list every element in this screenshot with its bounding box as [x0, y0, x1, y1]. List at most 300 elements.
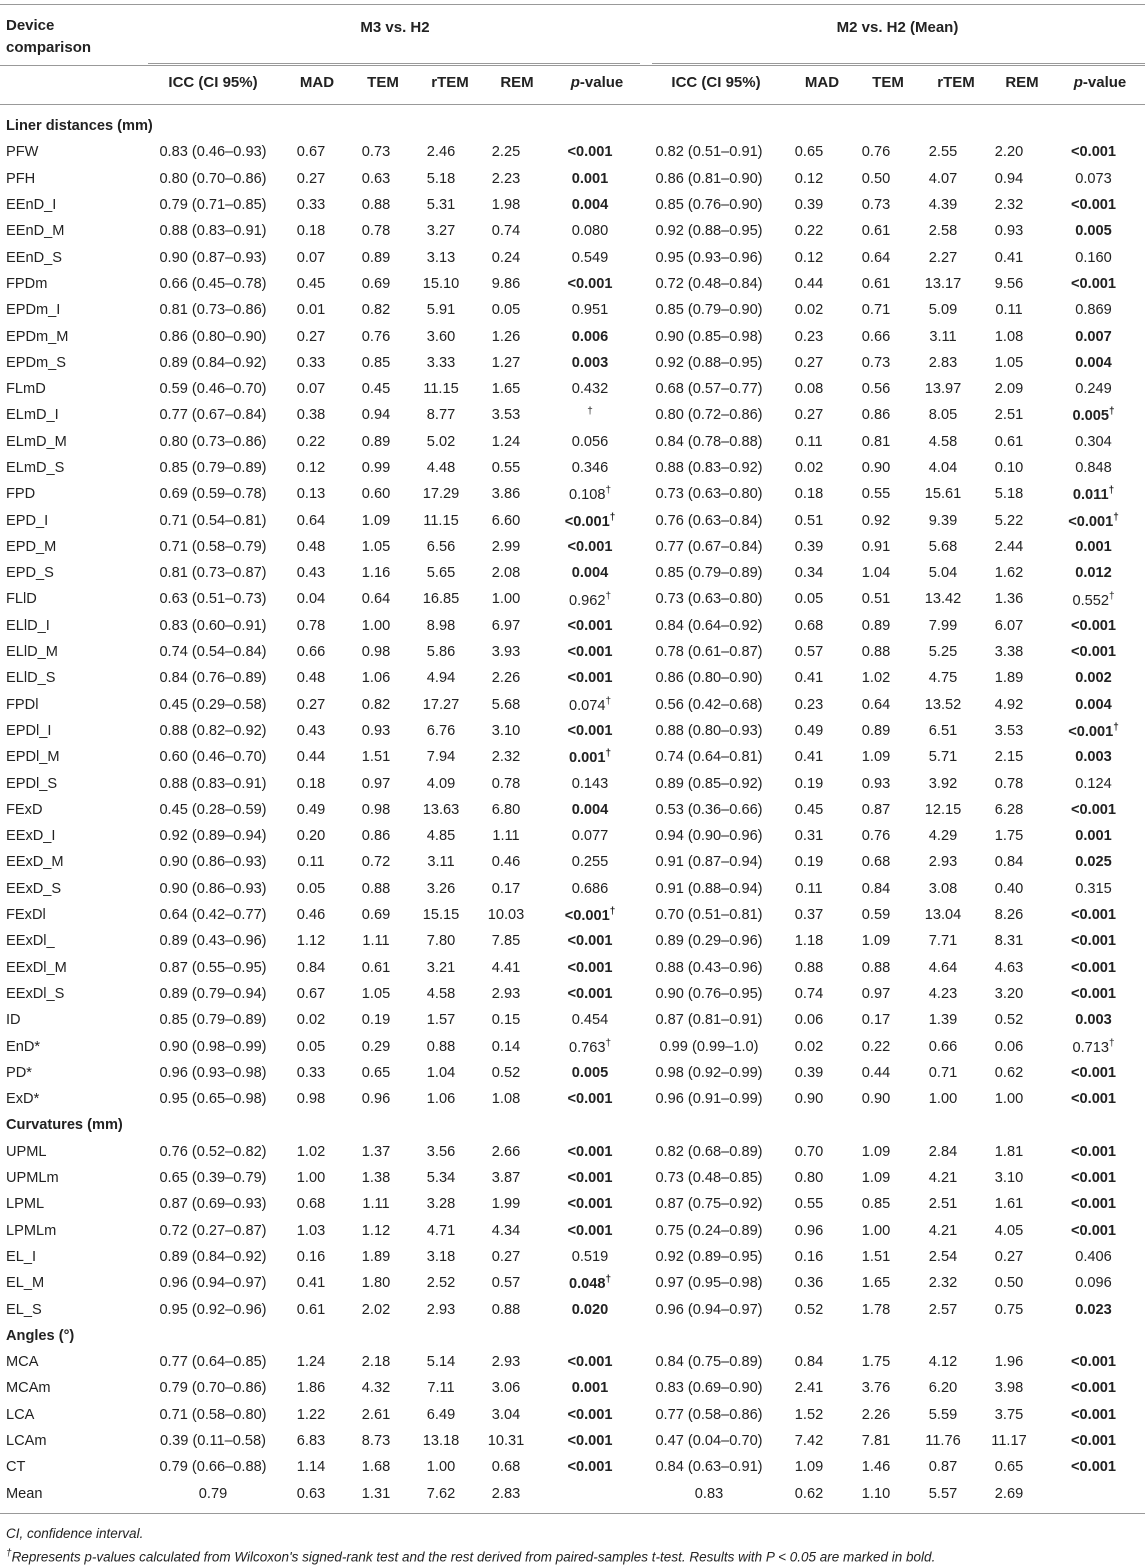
- table-cell: †: [587, 406, 593, 418]
- table-row: [0, 849, 1145, 875]
- table-cell: 0.66: [928, 1038, 958, 1055]
- table-cell: 0.89 (0.84–0.92): [159, 1248, 267, 1265]
- table-cell: 0.73: [861, 197, 891, 214]
- table-cell: 1.62: [994, 565, 1024, 582]
- table-cell: 0.78: [296, 617, 326, 634]
- table-cell: 0.43: [296, 565, 326, 582]
- table-row: [0, 139, 1145, 165]
- table-cell: 4.64: [928, 959, 958, 976]
- table-cell: 7.94: [426, 749, 456, 766]
- table-cell: [1042, 1480, 1145, 1506]
- table-cell: 0.55: [861, 486, 891, 503]
- row-label: ELmD_M: [6, 433, 67, 450]
- table-cell: 5.31: [426, 197, 456, 214]
- table-cell: 15.61: [924, 486, 962, 503]
- table-cell: 0.90: [861, 1091, 891, 1108]
- table-cell: 0.519: [571, 1248, 609, 1265]
- table-cell: 0.44: [794, 275, 824, 292]
- table-cell: 1.96: [994, 1354, 1024, 1371]
- table-cell: 0.02: [794, 1038, 824, 1055]
- table-cell: 0.86: [861, 407, 891, 424]
- table-cell: 3.10: [994, 1170, 1024, 1187]
- table-cell: 5.22: [994, 512, 1024, 529]
- table-row: [0, 376, 1145, 402]
- section-header-row: [0, 1323, 1145, 1349]
- table-cell: <0.001: [1071, 1064, 1117, 1081]
- table-cell: 0.89: [361, 433, 391, 450]
- table-cell: 0.69: [361, 275, 391, 292]
- table-cell: 0.95 (0.92–0.96): [159, 1301, 267, 1318]
- table-cell: <0.001: [567, 1143, 613, 1160]
- table-cell: 0.76 (0.52–0.82): [159, 1143, 267, 1160]
- table-cell: 1.02: [296, 1143, 326, 1160]
- table-cell: 11.17: [991, 1432, 1027, 1449]
- table-row: [0, 1270, 1145, 1296]
- table-cell: 3.60: [426, 328, 456, 345]
- table-cell: 0.40: [994, 880, 1024, 897]
- table-cell: 0.95 (0.93–0.96): [655, 249, 763, 266]
- table-cell: 0.65: [994, 1459, 1024, 1476]
- table-cell: 1.11: [492, 828, 520, 845]
- footnote-dagger: [6, 1548, 935, 1565]
- row-label: EPDl_I: [6, 722, 52, 739]
- table-cell: 5.18: [994, 486, 1024, 503]
- table-cell: 0.71 (0.58–0.79): [159, 538, 267, 555]
- row-label: MCA: [6, 1354, 39, 1371]
- table-cell: 0.79 (0.66–0.88): [159, 1459, 267, 1476]
- footnote-ci: CI, confidence interval.: [6, 1526, 144, 1541]
- table-cell: 1.00: [426, 1459, 456, 1476]
- table-cell: 0.72: [361, 854, 391, 871]
- table-cell: 0.83 (0.46–0.93): [159, 144, 267, 161]
- table-cell: 2.41: [794, 1380, 824, 1397]
- table-cell: 0.68: [491, 1459, 521, 1476]
- table-row: [0, 166, 1145, 192]
- table-cell: 1.00: [361, 617, 391, 634]
- table-cell: 0.27: [296, 696, 326, 713]
- table-cell: 0.62: [994, 1064, 1024, 1081]
- table-cell: 1.37: [361, 1143, 391, 1160]
- table-cell: 4.58: [928, 433, 958, 450]
- table-cell: 13.18: [422, 1432, 460, 1449]
- table-cell: 6.07: [994, 617, 1024, 634]
- table-cell: 1.51: [861, 1248, 891, 1265]
- table-cell: 0.49: [296, 801, 326, 818]
- table-cell: 0.63 (0.51–0.73): [159, 591, 267, 608]
- column-header-g1-0: ICC (CI 95%): [168, 74, 258, 91]
- table-cell: 0.006: [571, 328, 609, 345]
- table-cell: 0.41: [794, 749, 824, 766]
- table-cell: 0.025: [1075, 854, 1112, 871]
- table-row: [0, 402, 1145, 428]
- section-title: Curvatures (mm): [6, 1117, 123, 1134]
- table-cell: 0.06: [994, 1038, 1024, 1055]
- table-cell: 0.951: [571, 302, 609, 319]
- table-cell: 0.108†: [568, 485, 612, 504]
- device-comparison-heading: Device comparison: [6, 17, 92, 56]
- table-cell: 1.26: [491, 328, 521, 345]
- table-cell: 0.92 (0.88–0.95): [655, 223, 763, 240]
- table-cell: 0.89 (0.85–0.92): [655, 775, 763, 792]
- table-cell: 0.92: [861, 512, 891, 529]
- row-label: ID: [6, 1012, 21, 1029]
- table-cell: 3.04: [491, 1406, 521, 1423]
- table-cell: 0.98: [361, 644, 391, 661]
- row-label: EPD_M: [6, 538, 57, 555]
- table-cell: 0.95 (0.65–0.98): [159, 1091, 267, 1108]
- column-header-g2-0: ICC (CI 95%): [671, 74, 761, 91]
- table-cell: 0.16: [296, 1248, 326, 1265]
- table-cell: 0.12: [794, 170, 824, 187]
- table-cell: 0.79: [198, 1485, 228, 1502]
- table-cell: 0.22: [296, 433, 326, 450]
- table-cell: <0.001: [567, 1354, 613, 1371]
- table-cell: 1.09: [361, 512, 391, 529]
- table-cell: 0.45: [296, 275, 326, 292]
- table-cell: 7.80: [426, 933, 456, 950]
- table-row: [0, 271, 1145, 297]
- table-cell: 0.85 (0.76–0.90): [655, 197, 763, 214]
- table-cell: 0.52: [794, 1301, 824, 1318]
- table-row: [0, 823, 1145, 849]
- table-cell: 0.67: [296, 985, 326, 1002]
- table-cell: 0.18: [296, 775, 326, 792]
- table-cell: 1.09: [861, 1170, 891, 1187]
- table-cell: 0.011†: [1072, 485, 1115, 504]
- table-cell: 4.63: [994, 959, 1024, 976]
- table-cell: 0.001: [571, 170, 609, 187]
- table-cell: 0.64: [296, 512, 326, 529]
- table-row: [0, 323, 1145, 349]
- table-cell: <0.001: [567, 644, 613, 661]
- table-cell: 0.89 (0.43–0.96): [159, 933, 267, 950]
- table-cell: 4.29: [928, 828, 958, 845]
- table-cell: 0.24: [491, 249, 521, 266]
- table-cell: 0.406: [1075, 1248, 1112, 1265]
- table-cell: 0.003: [571, 354, 609, 371]
- row-label: EnD*: [6, 1038, 41, 1055]
- table-cell: <0.001: [1071, 275, 1117, 292]
- table-cell: 6.97: [491, 617, 521, 634]
- table-cell: 13.42: [924, 591, 962, 608]
- table-cell: <0.001: [567, 144, 613, 161]
- table-row: [0, 297, 1145, 323]
- table-cell: 0.71: [861, 302, 891, 319]
- table-row: [0, 665, 1145, 691]
- table-cell: 0.94 (0.90–0.96): [655, 828, 763, 845]
- table-cell: 13.97: [924, 381, 962, 398]
- row-label: FPDl: [6, 696, 39, 713]
- table-cell: 0.65 (0.39–0.79): [159, 1170, 267, 1187]
- table-cell: 0.74 (0.54–0.84): [159, 644, 267, 661]
- table-cell: 0.85 (0.79–0.89): [159, 460, 267, 476]
- table-cell: 1.10: [861, 1485, 891, 1502]
- table-cell: 0.88 (0.83–0.91): [159, 775, 267, 792]
- table-cell: 0.315: [1075, 880, 1112, 897]
- row-label: UPML: [6, 1143, 47, 1160]
- row-label: LPMLm: [6, 1222, 57, 1239]
- table-cell: 0.38: [296, 407, 326, 424]
- table-cell: 0.962†: [568, 590, 612, 609]
- table-row: [0, 1349, 1145, 1375]
- table-cell: 0.31: [794, 828, 824, 845]
- table-cell: 0.003: [1075, 749, 1112, 766]
- table-cell: 0.11: [297, 854, 325, 871]
- table-cell: 0.48: [296, 670, 326, 687]
- table-cell: 1.08: [491, 1091, 521, 1108]
- table-row: [0, 586, 1145, 612]
- table-cell: 0.686: [571, 880, 609, 897]
- row-label: EPDl_M: [6, 749, 60, 766]
- table-row: [0, 981, 1145, 1007]
- table-cell: 2.23: [491, 170, 521, 187]
- table-cell: 1.38: [361, 1170, 391, 1187]
- table-cell: 4.21: [928, 1222, 958, 1239]
- table-cell: 0.84 (0.63–0.91): [655, 1459, 763, 1476]
- table-cell: 0.44: [296, 749, 326, 766]
- row-label: FPD: [6, 486, 36, 503]
- table-cell: 0.27: [296, 170, 326, 187]
- table-cell: 4.12: [928, 1354, 958, 1371]
- table-cell: 3.08: [928, 880, 958, 897]
- table-row: [0, 797, 1145, 823]
- table-cell: 2.61: [361, 1406, 391, 1423]
- row-label: EExDl_M: [6, 959, 67, 976]
- column-header-g1-2: TEM: [367, 74, 399, 91]
- table-cell: 0.91: [861, 538, 891, 555]
- table-cell: 0.12: [296, 460, 326, 476]
- table-cell: 2.54: [928, 1248, 958, 1265]
- table-cell: 0.93: [361, 722, 391, 739]
- table-cell: 0.82 (0.51–0.91): [655, 144, 763, 161]
- table-cell: 2.51: [994, 407, 1024, 424]
- table-cell: 0.97: [361, 775, 391, 792]
- table-cell: 3.20: [994, 985, 1024, 1002]
- table-cell: 0.27: [794, 354, 824, 371]
- table-cell: <0.001: [1071, 1143, 1117, 1160]
- table-row: [0, 192, 1145, 218]
- table-cell: 0.18: [794, 486, 824, 503]
- table-cell: 0.84: [794, 1354, 824, 1371]
- table-cell: <0.001: [1071, 644, 1117, 661]
- table-cell: 2.25: [491, 144, 521, 161]
- table-cell: <0.001: [1071, 1091, 1117, 1108]
- row-label: EExD_M: [6, 854, 64, 871]
- table-cell: 0.82: [361, 696, 391, 713]
- table-cell: 0.64: [861, 249, 891, 266]
- section-title: Angles (°): [6, 1327, 75, 1344]
- table-cell: 0.012: [1075, 565, 1112, 582]
- table-cell: 0.10: [994, 460, 1024, 476]
- table-cell: 0.86 (0.80–0.90): [655, 670, 763, 687]
- table-cell: 2.46: [426, 144, 456, 161]
- table-cell: 0.45: [794, 801, 824, 818]
- table-cell: 0.29: [361, 1038, 391, 1055]
- table-cell: 1.05: [361, 538, 391, 555]
- table-cell: 1.65: [861, 1275, 891, 1292]
- table-cell: 0.143: [571, 775, 609, 792]
- table-cell: 4.58: [426, 985, 456, 1002]
- table-cell: 0.88: [794, 959, 824, 976]
- table-row: [0, 481, 1145, 507]
- table-cell: 0.57: [491, 1275, 521, 1292]
- table-cell: 0.90 (0.86–0.93): [159, 880, 267, 897]
- table-cell: 3.87: [491, 1170, 521, 1187]
- table-cell: 8.05: [928, 407, 958, 424]
- table-cell: 1.09: [861, 1143, 891, 1160]
- table-cell: 0.84 (0.75–0.89): [655, 1354, 763, 1371]
- table-cell: 0.66: [861, 328, 891, 345]
- table-cell: 0.93: [861, 775, 891, 792]
- table-cell: 4.07: [928, 170, 958, 187]
- table-cell: 0.74: [491, 223, 521, 240]
- table-cell: 7.99: [928, 617, 958, 634]
- table-cell: 0.71 (0.54–0.81): [159, 512, 267, 529]
- table-cell: 0.36: [794, 1275, 824, 1292]
- table-cell: 7.62: [426, 1485, 456, 1502]
- table-cell: 8.77: [426, 407, 456, 424]
- table-cell: 1.06: [426, 1091, 456, 1108]
- table-cell: 0.23: [794, 696, 824, 713]
- table-cell: 0.002: [1075, 670, 1112, 687]
- table-cell: 0.096: [1075, 1275, 1112, 1292]
- table-cell: 0.51: [861, 591, 891, 608]
- table-cell: 0.71: [928, 1064, 958, 1081]
- table-cell: 3.76: [861, 1380, 891, 1397]
- table-cell: 0.14: [491, 1038, 521, 1055]
- table-cell: 2.66: [491, 1143, 521, 1160]
- table-cell: 0.92 (0.89–0.94): [159, 828, 267, 845]
- table-cell: 0.73: [861, 354, 891, 371]
- table-cell: 0.92 (0.89–0.95): [655, 1248, 763, 1265]
- footnote-dagger-text: Represents p-values calculated from Wilcoxon's signed-rank test and the rest derived from paired-samples t-test. Results with P < 0.05 are marked in bold.: [11, 1549, 936, 1565]
- table-cell: 0.19: [361, 1012, 391, 1029]
- section-header-row: [0, 1112, 1145, 1138]
- table-cell: 6.80: [491, 801, 521, 818]
- group-title-m2-h2: M2 vs. H2 (Mean): [836, 19, 959, 36]
- row-label: EExD_S: [6, 880, 62, 897]
- table-cell: 0.22: [794, 223, 824, 240]
- section-header-row: [0, 113, 1145, 139]
- table-cell: 0.65: [361, 1064, 391, 1081]
- table-cell: 0.34: [794, 565, 824, 582]
- row-label: EPDl_S: [6, 775, 58, 792]
- table-cell: 0.05: [296, 1038, 326, 1055]
- table-cell: 1.00: [491, 591, 521, 608]
- table-cell: 0.848: [1075, 460, 1112, 476]
- row-label: EPD_S: [6, 565, 54, 582]
- table-cell: 3.10: [491, 722, 521, 739]
- table-cell: 1.99: [491, 1196, 521, 1213]
- table-cell: 0.86: [361, 828, 391, 845]
- table-cell: 0.92 (0.88–0.95): [655, 354, 763, 371]
- table-row: [0, 1007, 1145, 1033]
- table-row: [0, 1244, 1145, 1270]
- table-cell: 2.93: [491, 985, 521, 1002]
- table-cell: 0.17: [491, 880, 521, 897]
- table-cell: 0.45 (0.29–0.58): [159, 696, 267, 713]
- table-cell: 2.83: [491, 1485, 521, 1502]
- table-cell: 0.84 (0.76–0.89): [159, 670, 267, 687]
- table-cell: 0.74: [794, 985, 824, 1002]
- table-cell: 1.09: [861, 749, 891, 766]
- table-cell: 0.88: [361, 880, 391, 897]
- table-cell: <0.001: [1071, 1380, 1117, 1397]
- table-cell: 0.77 (0.58–0.86): [655, 1406, 763, 1423]
- table-cell: 0.074†: [568, 695, 612, 714]
- table-cell: 0.89 (0.29–0.96): [655, 933, 763, 950]
- table-cell: 2.93: [491, 1354, 521, 1371]
- table-row: [0, 455, 1145, 481]
- table-cell: 0.65: [794, 144, 824, 161]
- table-cell: 0.44: [861, 1064, 891, 1081]
- table-cell: 0.41: [296, 1275, 326, 1292]
- row-label: LCAm: [6, 1432, 47, 1449]
- table-cell: 0.61: [861, 275, 891, 292]
- table-cell: 0.01: [296, 302, 326, 319]
- table-cell: 0.75 (0.24–0.89): [655, 1222, 763, 1239]
- row-label: EL_S: [6, 1301, 42, 1318]
- table-cell: 3.38: [994, 644, 1024, 661]
- table-cell: 4.75: [928, 670, 958, 687]
- table-cell: 0.004: [571, 801, 609, 818]
- table-cell: 13.04: [924, 907, 962, 924]
- table-cell: 0.552†: [1072, 590, 1115, 609]
- table-cell: 0.20: [296, 828, 326, 845]
- row-label: EExDl_: [6, 933, 55, 950]
- row-label: ELlD_S: [6, 670, 56, 687]
- table-cell: <0.001: [1071, 1196, 1117, 1213]
- table-cell: 0.39 (0.11–0.58): [159, 1432, 267, 1449]
- table-cell: 4.04: [928, 460, 958, 476]
- table-cell: 0.68: [296, 1196, 326, 1213]
- row-label: EEnD_S: [6, 249, 62, 266]
- table-cell: 2.93: [928, 854, 958, 871]
- table-cell: 13.52: [924, 696, 962, 713]
- table-cell: 0.88: [861, 644, 891, 661]
- table-cell: 1.00: [928, 1091, 958, 1108]
- table-row: [0, 507, 1145, 533]
- table-cell: 0.76 (0.63–0.84): [655, 512, 763, 529]
- table-cell: 0.004: [571, 565, 609, 582]
- table-cell: 0.52: [491, 1064, 521, 1081]
- table-cell: 6.56: [426, 538, 456, 555]
- table-cell: 0.255: [571, 854, 609, 871]
- table-cell: 0.87 (0.55–0.95): [159, 959, 267, 976]
- row-label: EL_I: [6, 1248, 37, 1265]
- table-cell: 0.63: [296, 1485, 326, 1502]
- table-cell: 0.90: [861, 460, 891, 476]
- table-cell: 0.96 (0.93–0.98): [159, 1064, 267, 1081]
- table-cell: 5.04: [928, 565, 958, 582]
- table-cell: 6.76: [426, 722, 456, 739]
- column-header-g2-4: REM: [1005, 74, 1039, 91]
- table-row: [0, 1296, 1145, 1322]
- table-cell: 0.004: [1075, 354, 1112, 371]
- table-cell: 5.65: [426, 565, 456, 582]
- table-cell: 10.03: [487, 907, 525, 924]
- table-row: [0, 1060, 1145, 1086]
- table-cell: <0.001: [567, 959, 613, 976]
- table-cell: 2.57: [928, 1301, 958, 1318]
- table-cell: <0.001: [1071, 801, 1117, 818]
- row-label: FPDm: [6, 275, 48, 292]
- table-cell: 0.60 (0.46–0.70): [159, 749, 267, 766]
- table-cell: 0.64: [861, 696, 891, 713]
- table-cell: 9.56: [994, 275, 1024, 292]
- table-cell: 0.15: [491, 1012, 521, 1029]
- table-cell: 1.12: [296, 933, 326, 950]
